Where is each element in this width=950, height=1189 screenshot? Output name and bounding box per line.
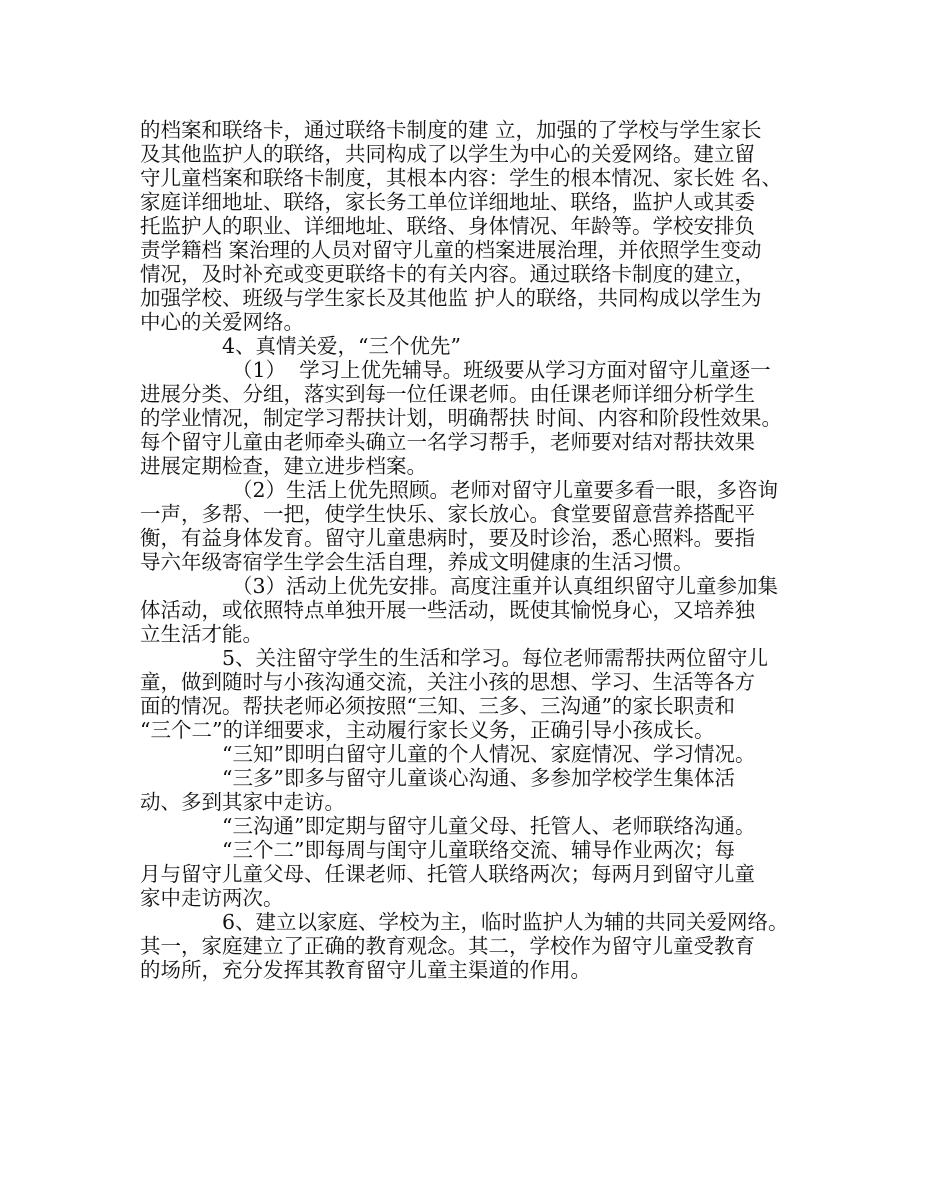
text-line: 家庭详细地址、联络，家长务工单位详细地址、联络，监护人或其委 [140,190,755,214]
text-line: 6、建立以家庭、学校为主，临时监护人为辅的共同关爱网络。 [222,910,789,934]
text-line: 5、关注留守学生的生活和学习。每位老师需帮扶两位留守儿 [222,646,769,670]
text-line: 及其他监护人的联络，共同构成了以学生为中心的关爱网络。建立留 [140,142,755,166]
text-line: 月与留守儿童父母、任课老师、托管人联络两次；每两月到留守儿童 [140,862,755,886]
text-line: 中心的关爱网络。 [140,310,304,334]
text-line: 衡，有益身体发育。留守儿童患病时，要及时诊治，悉心照料。要指 [140,526,755,550]
text-line: 童，做到随时与小孩沟通交流，关注小孩的思想、学习、生活等各方 [140,670,755,694]
text-line: 责学籍档 案治理的人员对留守儿童的档案进展治理，并依照学生变动 [140,238,762,262]
text-line: 的场所，充分发挥其教育留守儿童主渠道的作用。 [140,958,591,982]
text-line: 体活动，或依照特点单独开展一些活动，既使其愉悦身心，又培养独 [140,598,755,622]
text-line: 托监护人的职业、详细地址、联络、身体情况、年龄等。学校安排负 [140,214,755,238]
text-line: （1） 学习上优先辅导。班级要从学习方面对留守儿童逐一 [232,358,771,382]
text-line: “三知”即明白留守儿童的个人情况、家庭情况、学习情况。 [222,742,756,766]
text-line: 守儿童档案和联络卡制度，其根本内容：学生的根本情况、家长姓 名、 [140,166,783,190]
text-line: 的学业情况，制定学习帮扶计划，明确帮扶 时间、内容和阶段性效果。 [140,406,783,430]
document-page [140,118,840,982]
text-line: 一声，多帮、一把，使学生快乐、家长放心。食堂要留意营养搭配平 [140,502,755,526]
text-line: “三多”即多与留守儿童谈心沟通、多参加学校学生集体活 [222,766,735,790]
text-line: “三沟通”即定期与留守儿童父母、托管人、老师联络沟通。 [222,814,756,838]
text-line: 情况，及时补充或变更联络卡的有关内容。通过联络卡制度的建立， [140,262,755,286]
text-line: 进展分类、分组，落实到每一位任课老师。由任课老师详细分析学生 [140,382,755,406]
text-line: （3）活动上优先安排。高度注重并认真组织留守儿童参加集 [232,574,779,598]
text-line: 加强学校、班级与学生家长及其他监 护人的联络，共同构成以学生为 [140,286,762,310]
text-line: 每个留守儿童由老师牵头确立一名学习帮手，老师要对结对帮扶效果 [140,430,755,454]
text-line: 家中走访两次。 [140,886,284,910]
text-line: 面的情况。帮扶老师必须按照“三知、三多、三沟通”的家长职责和 [140,694,735,718]
text-line: （2）生活上优先照顾。老师对留守儿童要多看一眼，多咨询 [232,478,779,502]
text-line: 导六年级寄宿学生学会生活自理，养成文明健康的生活习惯。 [140,550,694,574]
text-line: 进展定期检查，建立进步档案。 [140,454,427,478]
text-line: “三个二”的详细要求，主动履行家长义务，正确引导小孩成长。 [140,718,715,742]
text-line: 立生活才能。 [140,622,263,646]
text-line: 的档案和联络卡，通过联络卡制度的建 立，加强的了学校与学生家长 [140,118,762,142]
text-line: 其一，家庭建立了正确的教育观念。其二，学校作为留守儿童受教育 [140,934,755,958]
text-line: “三个二”即每周与闺守儿童联络交流、辅导作业两次；每 [222,838,735,862]
text-line: 动、多到其家中走访。 [140,790,345,814]
section-heading: 4、真情关爱，“三个优先” [222,334,462,358]
